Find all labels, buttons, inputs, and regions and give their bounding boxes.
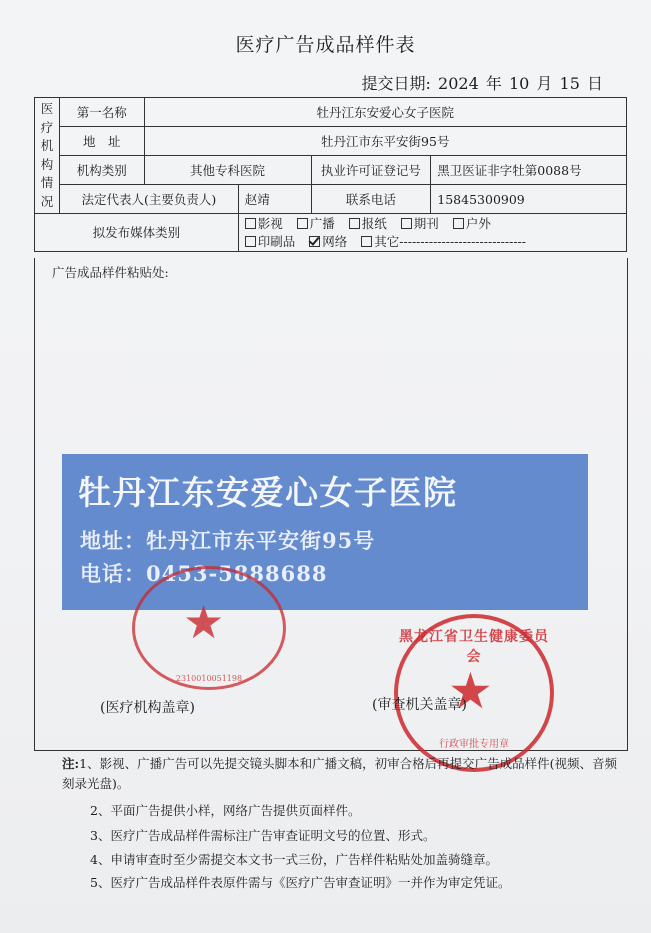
- date-year: 2024: [438, 74, 479, 93]
- hospital-seal: [132, 566, 286, 690]
- address-value: 牡丹江市东平安街95号: [144, 127, 626, 156]
- review-seal-label: (审查机关盖章): [372, 697, 467, 713]
- note-5: 5、医疗广告成品样件表原件需与《医疗广告审查证明》一并作为审定凭证。: [90, 875, 511, 890]
- media-option[interactable]: 印刷品: [245, 234, 296, 249]
- commission-seal-text: 黑龙江省卫生健康委员会: [399, 629, 549, 665]
- representative-label: 法定代表人(主要负责人): [59, 185, 238, 214]
- date-day-unit: 日: [586, 74, 603, 93]
- date-month-unit: 月: [536, 74, 553, 93]
- star-icon: ★: [183, 595, 225, 649]
- date-label: 提交日期:: [361, 74, 431, 93]
- name-label: 第一名称: [59, 98, 144, 127]
- date-day: 15: [559, 74, 580, 93]
- checkbox[interactable]: [401, 218, 412, 229]
- phone-label: 联系电话: [311, 185, 431, 214]
- media-option[interactable]: 其它------------------------------: [361, 234, 526, 249]
- phone-value: 15845300909: [431, 185, 627, 214]
- checkbox[interactable]: [453, 218, 464, 229]
- document-title: 医疗广告成品样件表: [235, 34, 416, 56]
- commission-seal-inner: 行政审批专用章: [439, 739, 509, 750]
- license-value: 黑卫医证非字牡第0088号: [431, 156, 627, 185]
- note-2: 2、平面广告提供小样，网络广告提供页面样件。: [90, 803, 361, 818]
- checkbox[interactable]: [245, 236, 256, 247]
- media-option[interactable]: 期刊: [401, 216, 439, 231]
- category-value: 其他专科医院: [144, 156, 311, 185]
- hospital-seal-label: (医疗机构盖章): [100, 700, 195, 716]
- media-options-row-1: [245, 216, 620, 231]
- date-month: 10: [508, 74, 530, 93]
- checkbox-checked[interactable]: [309, 236, 320, 247]
- media-option[interactable]: 户外: [453, 216, 491, 231]
- media-option[interactable]: 网络: [309, 234, 347, 249]
- category-label: 机构类别: [59, 156, 144, 185]
- checkbox[interactable]: [361, 236, 372, 247]
- name-value: 牡丹江东安爱心女子医院: [144, 98, 626, 127]
- ad-hospital-name: 牡丹江东安爱心女子医院: [78, 473, 458, 512]
- ad-address: 地址：牡丹江市东平安街95号: [80, 528, 376, 553]
- submission-date: [360, 71, 603, 94]
- media-label: 拟发布媒体类别: [35, 214, 239, 252]
- license-label: 执业许可证登记号: [311, 156, 431, 185]
- note-4: 4、申请审查时至少需提交本文书一式三份，广告样件粘贴处加盖骑缝章。: [90, 852, 498, 867]
- media-option[interactable]: 影视: [245, 216, 283, 231]
- notes-prefix: 注:: [62, 756, 80, 771]
- note-3: 3、医疗广告成品样件需标注广告审查证明文号的位置、形式。: [90, 828, 436, 843]
- institution-form-table: [34, 97, 627, 252]
- media-option[interactable]: 广播: [297, 216, 335, 231]
- institution-side-header: 医 疗 机 构 情 况: [35, 98, 60, 214]
- checkbox[interactable]: [349, 218, 360, 229]
- media-options: [238, 214, 626, 252]
- date-year-unit: 年: [485, 74, 502, 93]
- hospital-seal-code: 2310010051198: [175, 674, 243, 683]
- checkbox[interactable]: [297, 218, 308, 229]
- commission-seal: [394, 614, 554, 772]
- star-icon: ★: [448, 662, 493, 720]
- note-1: 注:1、影视、广播广告可以先提交镜头脚本和广播文稿，初审合格后再提交广告成品样件(视频、音频刻录光盘)。: [62, 756, 617, 791]
- representative-value: 赵靖: [238, 185, 311, 214]
- media-options-row-2: [245, 234, 620, 249]
- media-option[interactable]: 报纸: [349, 216, 387, 231]
- paste-area-label: 广告成品样件粘贴处:: [52, 265, 169, 280]
- checkbox[interactable]: [245, 218, 256, 229]
- address-label: 地 址: [59, 127, 144, 156]
- ad-phone: 电话：0453-5888688: [80, 561, 328, 586]
